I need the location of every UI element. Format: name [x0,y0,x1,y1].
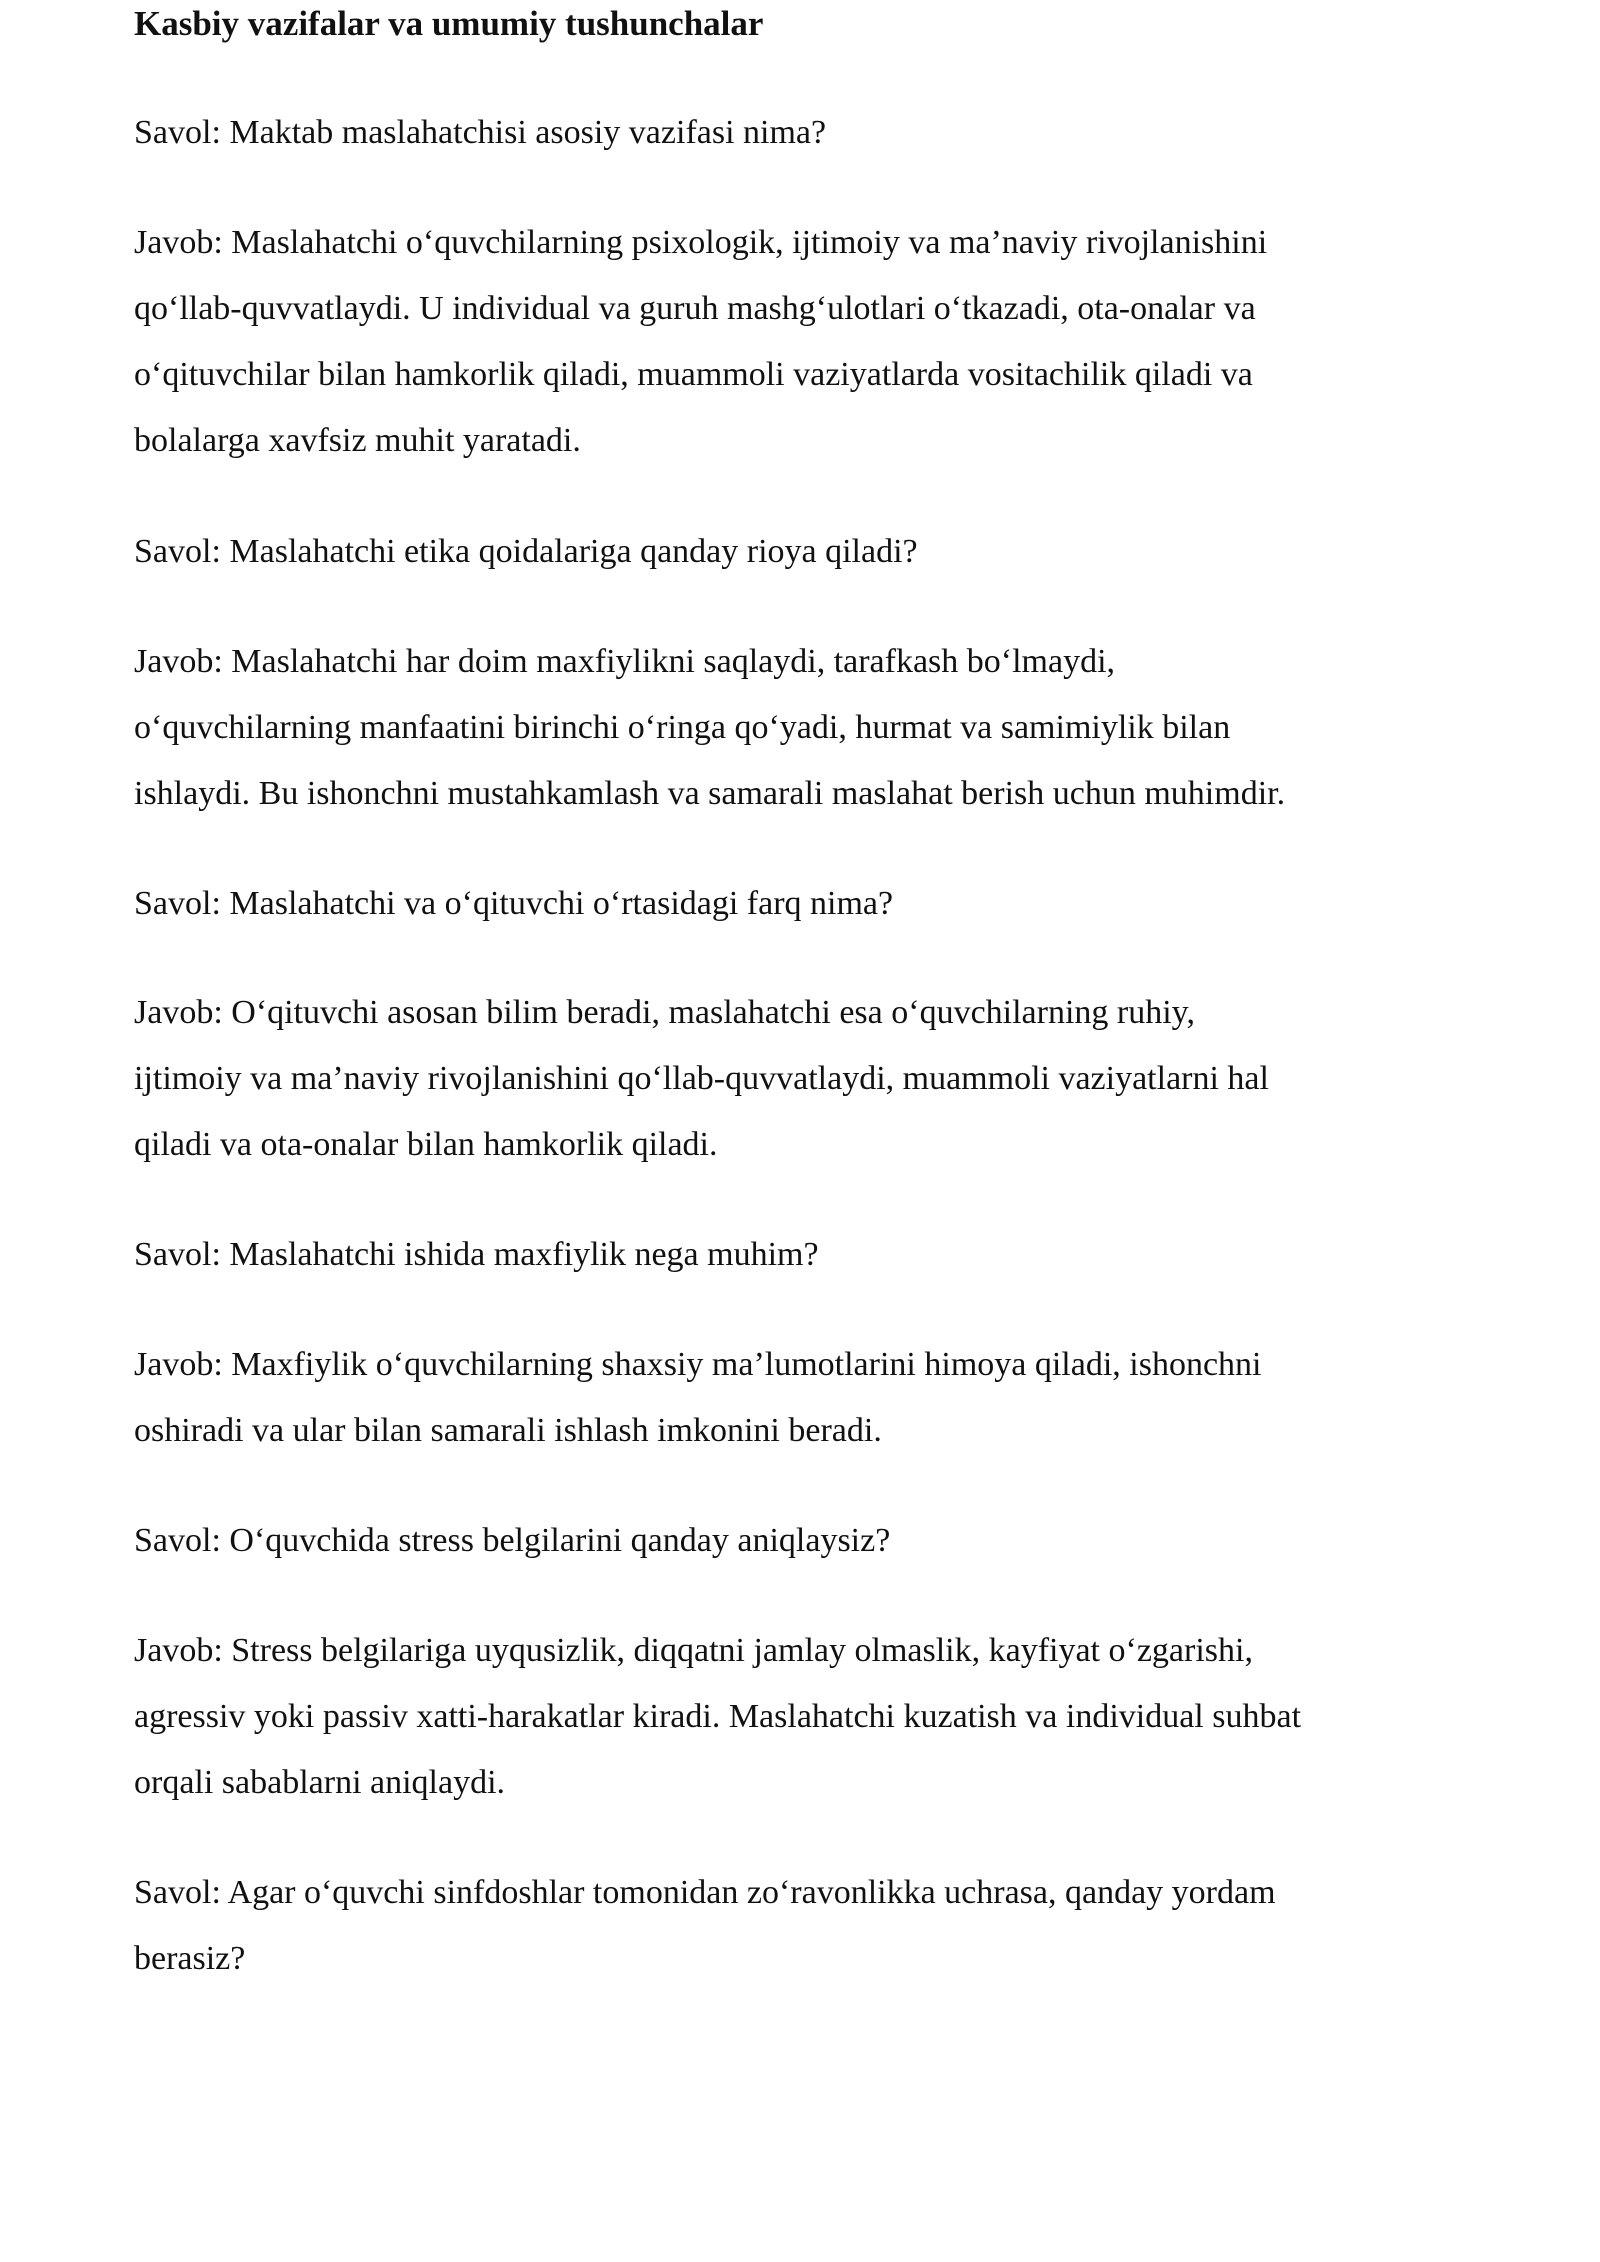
text-line: o‘quvchilarning manfaatini birinchi o‘ringa qo‘yadi, hurmat va samimiylik bilan [134,709,1231,746]
text-line: Savol: Maslahatchi ishida maxfiylik nega muhim? [134,1236,819,1273]
text-line: bolalarga xavfsiz muhit yaratadi. [134,422,581,459]
text-line: agressiv yoki passiv xatti-harakatlar kiradi. Maslahatchi kuzatish va individual suhbat [134,1698,1302,1735]
text-line: Savol: Agar o‘quvchi sinfdoshlar tomonidan zo‘ravonlikka uchrasa, qanday yordam [134,1874,1276,1911]
text-line: Savol: O‘quvchida stress belgilarini qanday aniqlaysiz? [134,1522,891,1559]
text-line: oshiradi va ular bilan samarali ishlash imkonini beradi. [134,1412,882,1449]
text-line: Savol: Maslahatchi etika qoidalariga qanday rioya qiladi? [134,533,918,570]
answer-paragraph [134,980,1269,1178]
document-heading: Kasbiy vazifalar va umumiy tushunchalar [134,4,764,43]
text-line: ishlaydi. Bu ishonchni mustahkamlash va samarali maslahat berish uchun muhimdir. [134,775,1286,812]
text-line: qiladi va ota-onalar bilan hamkorlik qiladi. [134,1126,718,1163]
question-paragraph [134,519,918,585]
text-line: qo‘llab-quvvatlaydi. U individual va guruh mashg‘ulotlari o‘tkazadi, ota-onalar va [134,290,1256,327]
text-line: Javob: Maxfiylik o‘quvchilarning shaxsiy ma’lumotlarini himoya qiladi, ishonchni [134,1346,1262,1383]
question-paragraph [134,100,826,166]
text-line: ijtimoiy va ma’naviy rivojlanishini qo‘llab-quvvatlaydi, muammoli vaziyatlarni hal [134,1060,1269,1097]
text-line: Javob: Maslahatchi har doim maxfiylikni saqlaydi, tarafkash bo‘lmaydi, [134,643,1116,680]
question-paragraph [134,1222,819,1288]
text-line: orqali sabablarni aniqlaydi. [134,1764,506,1801]
answer-paragraph [134,629,1285,827]
question-paragraph [134,1508,890,1574]
text-line: o‘qituvchilar bilan hamkorlik qiladi, muammoli vaziyatlarda vositachilik qiladi va [134,356,1253,393]
question-paragraph [134,871,893,937]
text-line: Javob: Maslahatchi o‘quvchilarning psixologik, ijtimoiy va ma’naviy rivojlanishini [134,224,1268,261]
question-paragraph [134,1860,1276,1992]
answer-paragraph [134,210,1267,474]
answer-paragraph [134,1332,1262,1464]
text-line: berasiz? [134,1940,246,1977]
text-line: Savol: Maslahatchi va o‘qituvchi o‘rtasidagi farq nima? [134,885,894,922]
text-line: Savol: Maktab maslahatchisi asosiy vazifasi nima? [134,114,827,151]
answer-paragraph [134,1618,1301,1816]
text-line: Javob: O‘qituvchi asosan bilim beradi, maslahatchi esa o‘quvchilarning ruhiy, [134,994,1195,1031]
text-line: Javob: Stress belgilariga uyqusizlik, diqqatni jamlay olmaslik, kayfiyat o‘zgarishi, [134,1632,1253,1669]
